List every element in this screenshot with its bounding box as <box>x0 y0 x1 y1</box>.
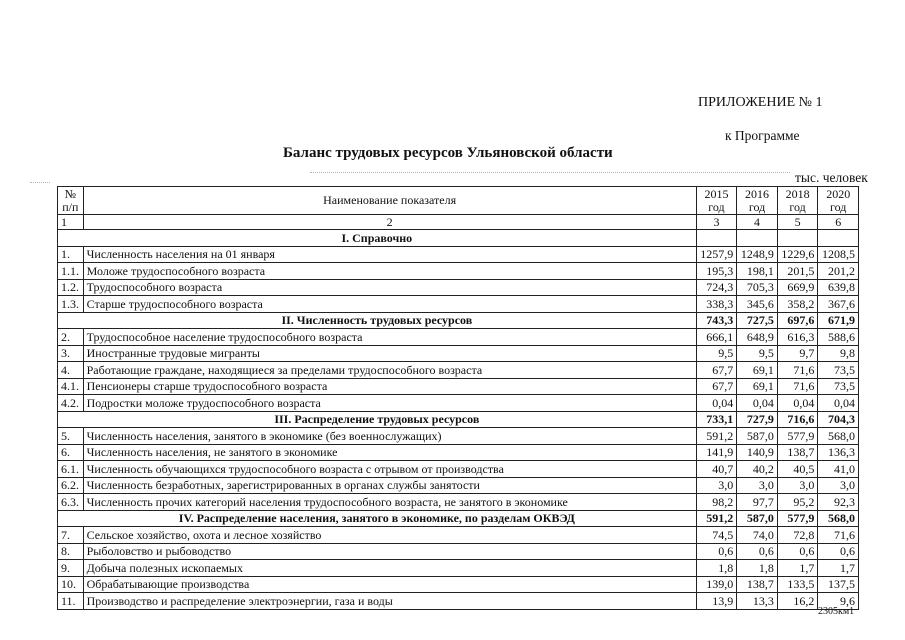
indicator-value: 198,1 <box>737 263 778 280</box>
footer-code: 2305км1 <box>818 606 855 617</box>
column-header-2015: 2015 год <box>696 187 737 215</box>
indicator-value: 73,5 <box>818 362 859 379</box>
table-row <box>58 296 859 313</box>
table-row <box>58 543 859 560</box>
table-header-row <box>58 187 859 215</box>
indicator-value: 669,9 <box>777 279 818 296</box>
column-header-name: Наименование показателя <box>83 187 696 215</box>
indicator-value: 1,8 <box>737 560 778 577</box>
indicator-value: 0,04 <box>737 395 778 412</box>
indicator-value: 74,5 <box>696 527 737 544</box>
indicator-name: Трудоспособное население трудоспособного возраста <box>83 329 696 346</box>
indicator-value: 201,5 <box>777 263 818 280</box>
column-index: 1 <box>58 215 84 230</box>
indicator-value: 13,3 <box>737 593 778 610</box>
indicator-value: 568,0 <box>818 428 859 445</box>
section-title: I. Справочно <box>58 230 697 247</box>
indicator-value: 3,0 <box>818 477 859 494</box>
indicator-value: 69,1 <box>737 362 778 379</box>
indicator-value: 98,2 <box>696 494 737 511</box>
section-total-value <box>696 230 737 247</box>
row-number: 8. <box>58 543 84 560</box>
indicator-value: 41,0 <box>818 461 859 478</box>
indicator-name: Работающие граждане, находящиеся за пределами трудоспособного возраста <box>83 362 696 379</box>
indicator-name: Пенсионеры старше трудоспособного возраста <box>83 378 696 395</box>
column-index: 6 <box>818 215 859 230</box>
table-row <box>58 279 859 296</box>
indicator-value: 95,2 <box>777 494 818 511</box>
indicator-value: 9,5 <box>737 345 778 362</box>
table-row <box>58 576 859 593</box>
section-total-value: 671,9 <box>818 312 859 329</box>
indicator-value: 71,6 <box>777 378 818 395</box>
indicator-name: Численность населения, занятого в экономике (без военнослужащих) <box>83 428 696 445</box>
indicator-value: 616,3 <box>777 329 818 346</box>
indicator-value: 201,2 <box>818 263 859 280</box>
indicator-name: Моложе трудоспособного возраста <box>83 263 696 280</box>
indicator-value: 0,6 <box>737 543 778 560</box>
indicator-name: Подростки моложе трудоспособного возраста <box>83 395 696 412</box>
row-number: 4.1. <box>58 378 84 395</box>
scan-artifact-line <box>310 172 790 174</box>
column-header-2020: 2020 год <box>818 187 859 215</box>
row-number: 2. <box>58 329 84 346</box>
indicator-value: 0,6 <box>777 543 818 560</box>
indicator-value: 1,7 <box>818 560 859 577</box>
indicator-value: 74,0 <box>737 527 778 544</box>
document-title: Баланс трудовых ресурсов Ульяновской области <box>283 145 613 161</box>
indicator-value: 138,7 <box>777 444 818 461</box>
indicator-value: 92,3 <box>818 494 859 511</box>
indicator-value: 591,2 <box>696 428 737 445</box>
indicator-name: Старше трудоспособного возраста <box>83 296 696 313</box>
row-number: 1. <box>58 246 84 263</box>
indicator-value: 1229,6 <box>777 246 818 263</box>
table-row <box>58 593 859 610</box>
indicator-value: 338,3 <box>696 296 737 313</box>
column-index: 5 <box>777 215 818 230</box>
section-title: II. Численность трудовых ресурсов <box>58 312 697 329</box>
indicator-value: 133,5 <box>777 576 818 593</box>
indicator-value: 71,6 <box>818 527 859 544</box>
table-row <box>58 494 859 511</box>
table-row <box>58 560 859 577</box>
indicator-name: Численность обучающихся трудоспособного возраста с отрывом от производства <box>83 461 696 478</box>
indicator-name: Численность населения, не занятого в экономике <box>83 444 696 461</box>
indicator-value: 648,9 <box>737 329 778 346</box>
indicator-value: 40,2 <box>737 461 778 478</box>
indicator-value: 666,1 <box>696 329 737 346</box>
row-number: 10. <box>58 576 84 593</box>
section-total-value: 704,3 <box>818 411 859 428</box>
indicator-value: 72,8 <box>777 527 818 544</box>
section-total-value: 568,0 <box>818 510 859 527</box>
indicator-value: 140,9 <box>737 444 778 461</box>
table-row <box>58 362 859 379</box>
table-row <box>58 378 859 395</box>
indicator-value: 73,5 <box>818 378 859 395</box>
row-number: 4. <box>58 362 84 379</box>
indicator-value: 0,6 <box>818 543 859 560</box>
indicator-name: Обрабатывающие производства <box>83 576 696 593</box>
indicator-value: 3,0 <box>696 477 737 494</box>
indicator-name: Иностранные трудовые мигранты <box>83 345 696 362</box>
section-total-value: 591,2 <box>696 510 737 527</box>
section-row <box>58 411 859 428</box>
indicator-value: 40,5 <box>777 461 818 478</box>
indicator-value: 139,0 <box>696 576 737 593</box>
indicator-value: 639,8 <box>818 279 859 296</box>
section-total-value: 727,5 <box>737 312 778 329</box>
appendix-label: ПРИЛОЖЕНИЕ № 1 <box>698 95 823 110</box>
section-total-value: 697,6 <box>777 312 818 329</box>
indicator-name: Численность безработных, зарегистрированных в органах службы занятости <box>83 477 696 494</box>
indicator-name: Численность населения на 01 января <box>83 246 696 263</box>
column-header-2016: 2016 год <box>737 187 778 215</box>
section-title: III. Распределение трудовых ресурсов <box>58 411 697 428</box>
column-index: 4 <box>737 215 778 230</box>
section-row <box>58 230 859 247</box>
table-row <box>58 329 859 346</box>
section-total-value: 743,3 <box>696 312 737 329</box>
row-number: 7. <box>58 527 84 544</box>
indicator-value: 0,6 <box>696 543 737 560</box>
indicator-value: 345,6 <box>737 296 778 313</box>
indicator-value: 1257,9 <box>696 246 737 263</box>
indicator-value: 16,2 <box>777 593 818 610</box>
column-header-2018: 2018 год <box>777 187 818 215</box>
indicator-value: 137,5 <box>818 576 859 593</box>
row-number: 9. <box>58 560 84 577</box>
section-row <box>58 510 859 527</box>
program-reference: к Программе <box>725 128 800 143</box>
table-row <box>58 527 859 544</box>
indicator-value: 136,3 <box>818 444 859 461</box>
indicator-value: 40,7 <box>696 461 737 478</box>
table-row <box>58 428 859 445</box>
indicator-value: 3,0 <box>777 477 818 494</box>
column-index: 2 <box>83 215 696 230</box>
indicator-value: 9,5 <box>696 345 737 362</box>
table-row <box>58 477 859 494</box>
row-number: 6.2. <box>58 477 84 494</box>
column-index-row <box>58 215 859 230</box>
indicator-value: 1,7 <box>777 560 818 577</box>
indicator-value: 141,9 <box>696 444 737 461</box>
indicator-name: Сельское хозяйство, охота и лесное хозяйство <box>83 527 696 544</box>
indicator-name: Добыча полезных ископаемых <box>83 560 696 577</box>
section-title: IV. Распределение населения, занятого в экономике, по разделам ОКВЭД <box>58 510 697 527</box>
table-row <box>58 246 859 263</box>
indicator-name: Рыболовство и рыбоводство <box>83 543 696 560</box>
indicator-value: 0,04 <box>818 395 859 412</box>
row-number: 6. <box>58 444 84 461</box>
indicator-value: 588,6 <box>818 329 859 346</box>
section-total-value: 587,0 <box>737 510 778 527</box>
indicator-value: 724,3 <box>696 279 737 296</box>
indicator-value: 67,7 <box>696 378 737 395</box>
indicator-value: 71,6 <box>777 362 818 379</box>
indicator-value: 67,7 <box>696 362 737 379</box>
table-row <box>58 345 859 362</box>
column-index: 3 <box>696 215 737 230</box>
indicator-name: Численность прочих категорий населения трудоспособного возраста, не занятого в экономике <box>83 494 696 511</box>
section-total-value: 727,9 <box>737 411 778 428</box>
table-row <box>58 444 859 461</box>
table-row <box>58 461 859 478</box>
section-total-value: 716,6 <box>777 411 818 428</box>
indicator-value: 705,3 <box>737 279 778 296</box>
row-number: 6.3. <box>58 494 84 511</box>
indicator-value: 13,9 <box>696 593 737 610</box>
section-total-value <box>777 230 818 247</box>
units-label: тыс. человек <box>795 170 868 185</box>
indicator-value: 0,04 <box>696 395 737 412</box>
indicator-value: 358,2 <box>777 296 818 313</box>
section-total-value: 577,9 <box>777 510 818 527</box>
indicator-value: 1208,5 <box>818 246 859 263</box>
section-total-value <box>737 230 778 247</box>
section-row <box>58 312 859 329</box>
indicator-value: 138,7 <box>737 576 778 593</box>
row-number: 11. <box>58 593 84 610</box>
indicator-value: 1248,9 <box>737 246 778 263</box>
row-number: 1.3. <box>58 296 84 313</box>
labor-balance-table <box>57 186 859 610</box>
indicator-value: 577,9 <box>777 428 818 445</box>
table-row <box>58 263 859 280</box>
indicator-value: 1,8 <box>696 560 737 577</box>
indicator-value: 9,7 <box>777 345 818 362</box>
row-number: 3. <box>58 345 84 362</box>
indicator-value: 587,0 <box>737 428 778 445</box>
indicator-value: 97,7 <box>737 494 778 511</box>
table-body <box>58 230 859 610</box>
indicator-value: 9,6 <box>818 593 859 610</box>
indicator-value: 69,1 <box>737 378 778 395</box>
column-header-number: № п/п <box>58 187 84 215</box>
row-number: 5. <box>58 428 84 445</box>
scan-artifact-line <box>30 182 50 184</box>
indicator-value: 9,8 <box>818 345 859 362</box>
section-total-value <box>818 230 859 247</box>
row-number: 1.2. <box>58 279 84 296</box>
indicator-name: Трудоспособного возраста <box>83 279 696 296</box>
indicator-value: 195,3 <box>696 263 737 280</box>
section-total-value: 733,1 <box>696 411 737 428</box>
indicator-value: 0,04 <box>777 395 818 412</box>
indicator-value: 3,0 <box>737 477 778 494</box>
row-number: 1.1. <box>58 263 84 280</box>
indicator-value: 367,6 <box>818 296 859 313</box>
table-row <box>58 395 859 412</box>
row-number: 4.2. <box>58 395 84 412</box>
row-number: 6.1. <box>58 461 84 478</box>
indicator-name: Производство и распределение электроэнергии, газа и воды <box>83 593 696 610</box>
